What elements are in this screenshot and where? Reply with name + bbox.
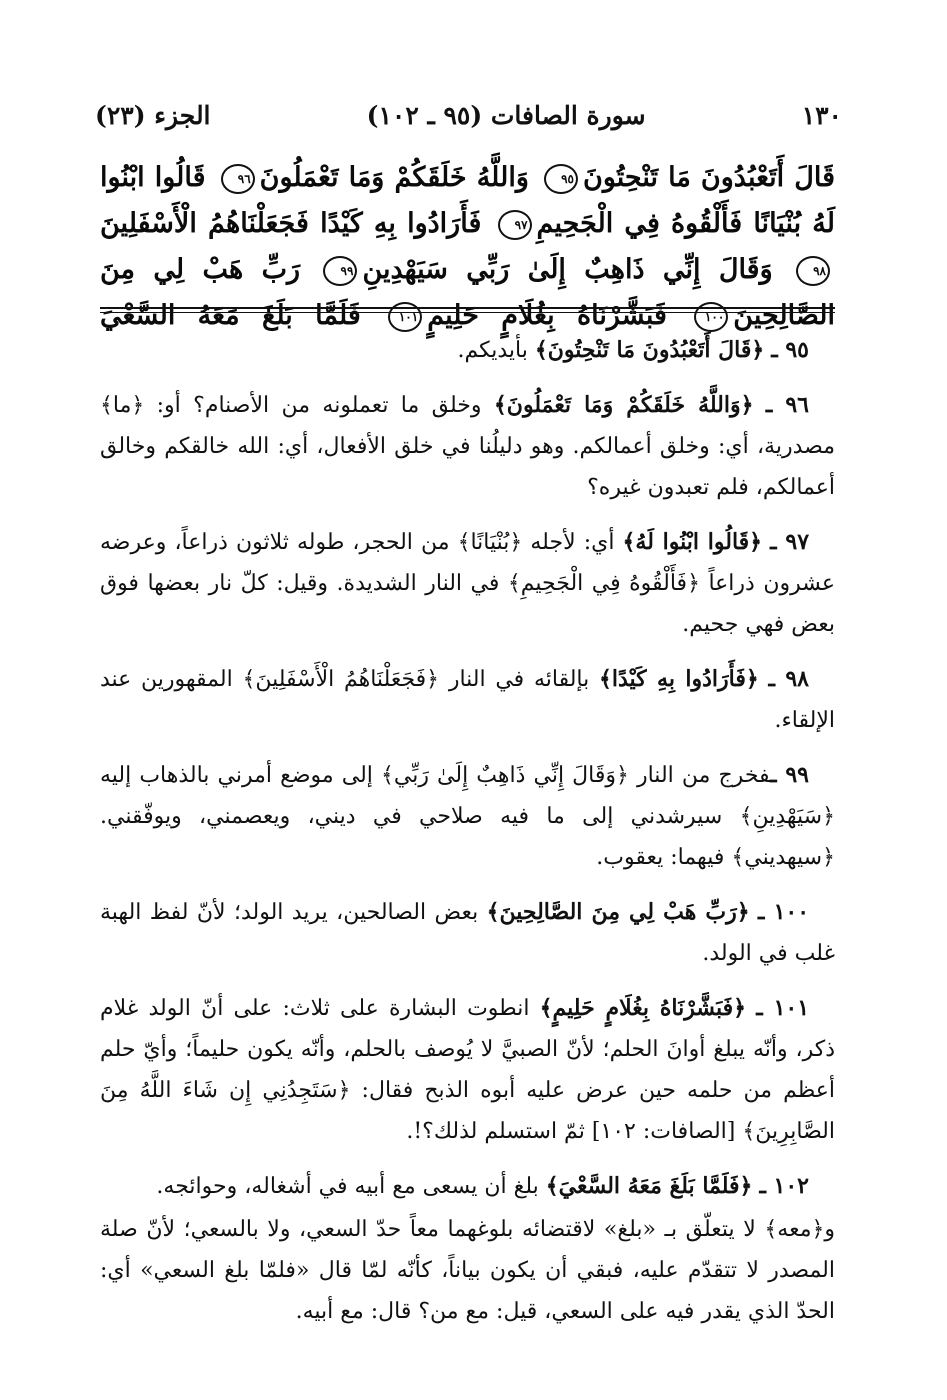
- commentary-text: فخرج من النار ﴿وَقَالَ إِنِّي ذَاهِبٌ إِلَىٰ رَبِّي﴾ إلى موضع أمرني بالذهاب إليه ﴿سَيَهْدِينِ﴾ سيرشدني إلى ما فيه صلاحي في ديني، ويعصمني، ويوفّقني. ﴿سيهديني﴾ فيهما: يعقوب.: [100, 763, 835, 870]
- commentary-paragraph: [100, 659, 835, 741]
- commentary-quote: ﴿قَالَ أَتَعْبُدُونَ مَا تَنْحِتُونَ﴾: [534, 337, 765, 363]
- commentary-number: ٩٨ ـ: [768, 666, 809, 692]
- commentary-number: ٩٩ ـ: [770, 762, 809, 788]
- verse-text: وَقَالَ إِنِّي ذَاهِبٌ إِلَىٰ رَبِّي سَيَهْدِينِ: [362, 254, 773, 285]
- commentary-paragraph: [100, 330, 835, 371]
- ayah-number-marker: ٩٨: [796, 256, 830, 286]
- commentary-text: وخلق ما تعملونه من الأصنام؟ أو: ﴿ما﴾ مصدرية، أي: وخلق أعمالكم. وهو دليلُنا في خلق الأفعال، أي: الله خالقكم وخالق أعمالكم، فلم تعبدون غيره؟: [100, 393, 835, 500]
- commentary-number: ٩٥ ـ: [771, 337, 809, 363]
- verse-text: فَلَمَّا بَلَغَ مَعَهُ السَّعْيَ: [100, 300, 361, 331]
- ayah-number-marker: ٩٥: [544, 164, 578, 194]
- page-number: ١٣٠: [801, 100, 842, 130]
- verse-text: فَأَرَادُوا بِهِ كَيْدًا فَجَعَلْنَاهُمُ الْأَسْفَلِينَ: [100, 208, 482, 239]
- commentary-paragraph: [100, 522, 835, 645]
- commentary-quote: ﴿رَبِّ هَبْ لِي مِنَ الصَّالِحِينَ﴾: [486, 899, 750, 925]
- commentary-text: و﴿معه﴾ لا يتعلّق بـ «بلغ» لاقتضائه بلوغهما معاً حدّ السعي، ولا بالسعي؛ لأنّ صلة المصدر لا تتقدّم عليه، فبقي أن يكون بياناً، كأنّه لمّا قال «فلمّا بلغ السعي» أي: الحدّ الذي يقدر فيه على السعي، قيل: مع من؟ قال: مع أبيه.: [100, 1217, 835, 1324]
- ayah-number-marker: ٩٦: [221, 164, 255, 194]
- ayah-number-marker: ١٠٠: [694, 302, 728, 332]
- commentary: [100, 330, 835, 1346]
- commentary-quote: ﴿فَأَرَادُوا بِهِ كَيْدًا﴾: [598, 666, 759, 692]
- commentary-paragraph: [100, 988, 835, 1152]
- verse-divider-thin: [100, 312, 835, 313]
- commentary-quote: ﴿قَالُوا ابْنُوا لَهُ﴾: [622, 529, 763, 555]
- ayah-number-marker: ٩٩: [323, 256, 357, 286]
- verse-text: رَبِّ هَبْ لِي مِنَ الصَّالِحِينَ: [100, 254, 835, 331]
- surah-title: سورة الصافات (٩٥ ـ ١٠٢): [366, 100, 646, 130]
- commentary-paragraph: [100, 755, 835, 878]
- commentary-quote: ﴿وَاللَّهُ خَلَقَكُمْ وَمَا تَعْمَلُونَ﴾: [493, 392, 754, 418]
- commentary-text: بعض الصالحين، يريد الولد؛ لأنّ لفظ الهبة غلب في الولد.: [100, 900, 835, 966]
- commentary-paragraph: [100, 1209, 835, 1332]
- commentary-number: ٩٧ ـ: [770, 529, 810, 555]
- ayah-number-marker: ٩٧: [498, 210, 532, 240]
- commentary-number: ١٠٢ ـ: [759, 1173, 809, 1199]
- commentary-text: بأيديكم.: [457, 338, 535, 363]
- commentary-number: ١٠٠ ـ: [758, 899, 810, 925]
- verse-text: وَاللَّهُ خَلَقَكُمْ وَمَا تَعْمَلُونَ: [259, 162, 529, 193]
- page-header: [95, 90, 842, 140]
- commentary-paragraph: [100, 892, 835, 974]
- commentary-text: بلغ أن يسعى مع أبيه في أشغاله، وحوائجه.: [156, 1174, 546, 1199]
- ayah-number-marker: ١٠١: [388, 302, 422, 332]
- commentary-text: انطوت البشارة على ثلاث: على أنّ الولد غلام ذكر، وأنّه يبلغ أوانَ الحلم؛ لأنّ الصبيَّ لا يُوصف بالحلم، وأنّه يكون حليماً؛ وأيّ حلم أعظم من حلمه حين عرض عليه أبوه الذبح فقال: ﴿سَتَجِدُنِي إِن شَاءَ اللَّهُ مِنَ الصَّابِرِينَ﴾ [الصافات: ١٠٢] ثمّ استسلم لذلك؟!.: [100, 996, 835, 1144]
- commentary-text: أي: لأجله ﴿بُنْيَانًا﴾ من الحجر، طوله ثلاثون ذراعاً، وعرضه عشرون ذراعاً ﴿فَأَلْقُوهُ فِي الْجَحِيمِ﴾ في النار الشديدة. وقيل: كلّ نار بعضها فوق بعض فهي جحيم.: [100, 530, 835, 637]
- verse-text: قَالَ أَتَعْبُدُونَ مَا تَنْحِتُونَ: [583, 162, 835, 193]
- commentary-quote: ﴿فَبَشَّرْنَاهُ بِغُلَامٍ حَلِيمٍ﴾: [539, 995, 747, 1021]
- verse-divider: [100, 307, 835, 309]
- juz-label: الجزء (٢٣): [95, 100, 211, 130]
- commentary-number: ٩٦ ـ: [765, 392, 809, 418]
- verse-text: فَبَشَّرْنَاهُ بِغُلَامٍ حَلِيمٍ: [427, 300, 667, 331]
- commentary-paragraph: [100, 385, 835, 508]
- verse-text: قَالُوا ابْنُوا لَهُ بُنْيَانًا فَأَلْقُوهُ فِي الْجَحِيمِ: [100, 162, 835, 239]
- commentary-number: ١٠١ ـ: [756, 995, 810, 1021]
- commentary-quote: ﴿فَلَمَّا بَلَغَ مَعَهُ السَّعْيَ﴾: [545, 1173, 753, 1199]
- commentary-paragraph: [100, 1166, 835, 1207]
- commentary-text: بإلقائه في النار ﴿فَجَعَلْنَاهُمُ الْأَسْفَلِينَ﴾ المقهورين عند الإلقاء.: [100, 667, 835, 733]
